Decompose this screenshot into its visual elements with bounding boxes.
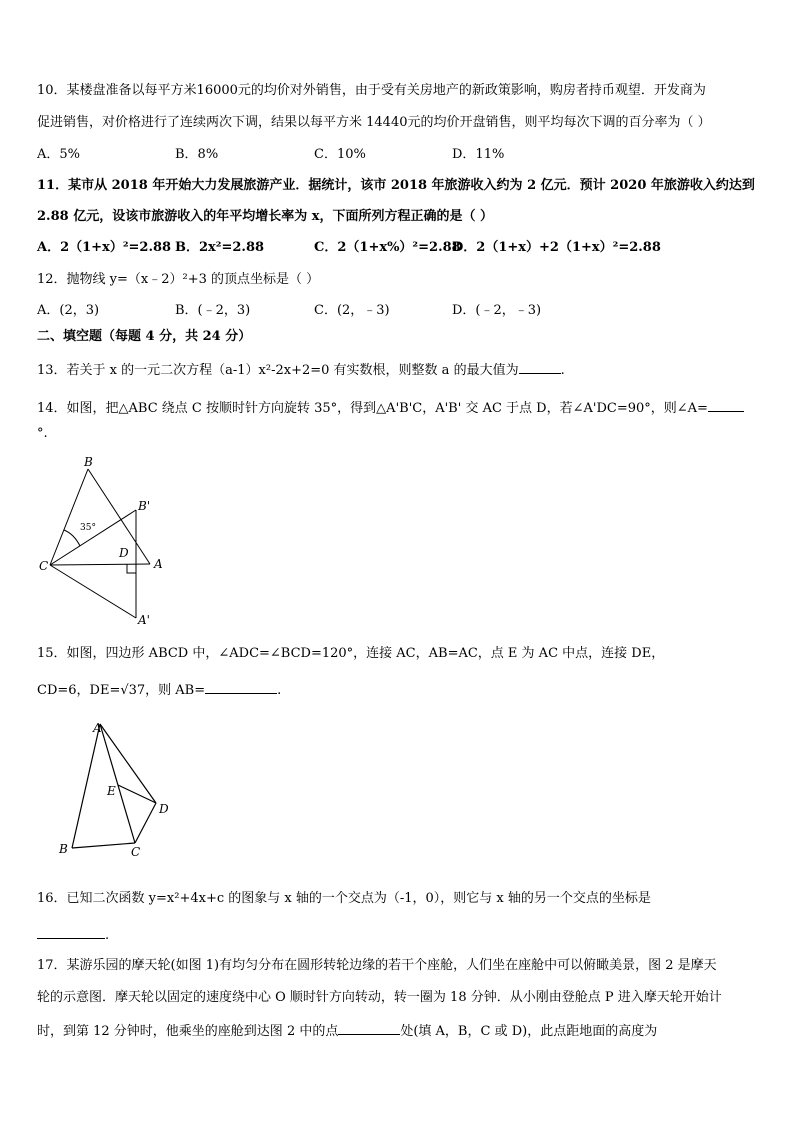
right-angle-mark	[127, 564, 136, 573]
q10-option-b: B．8%	[175, 147, 219, 162]
seg-cb	[50, 469, 88, 565]
q10-line2: 促进销售，对价格进行了连续两次下调，结果以每平方米 14440元的均价开盘销售，则平均每次下调的百分率为（ ）	[37, 115, 711, 130]
label-a: A	[154, 557, 163, 571]
q10-option-a: A．5%	[37, 147, 81, 162]
q17-line1: 17．某游乐园的摩天轮(如图 1)有均匀分布在圆形转轮边缘的若干个座舱，人们坐在座舱中可以俯瞰美景，图 2 是摩天	[37, 958, 717, 973]
q13-line	[37, 360, 565, 380]
label-angle: 35°	[80, 523, 96, 533]
q14-line1	[37, 398, 744, 418]
q15-tail: .	[277, 683, 282, 698]
q17-line2: 轮的示意图．摩天轮以固定的速度绕中心 O 顺时针方向转动，转一圈为 18 分钟．从小刚由登舱点 P 进入摩天轮开始计	[37, 990, 722, 1005]
q10-option-c: C．10%	[314, 147, 366, 162]
label-b: B	[84, 455, 93, 469]
q12-line1: 12．抛物线 y=（x﹣2）²+3 的顶点坐标是（ ）	[37, 272, 320, 287]
q12-option-d: D．(﹣2，﹣3)	[452, 303, 542, 318]
q16-tail: .	[105, 928, 110, 943]
label-ap: A'	[138, 613, 150, 627]
q14-line2: °.	[37, 426, 48, 441]
q17-answer-blank[interactable]	[338, 1021, 400, 1035]
q17-line3	[37, 1021, 657, 1041]
q15-line1: 15．如图，四边形 ABCD 中，∠ADC=∠BCD=120°，连接 AC，AB=AC，点 E 为 AC 中点，连接 DE，	[37, 646, 665, 661]
q16-answer-blank[interactable]	[37, 925, 105, 939]
q15-answer-blank[interactable]	[205, 680, 277, 694]
label-e: E	[107, 784, 116, 798]
q17-text-a: 时，到第 12 分钟时，他乘坐的座舱到达图 2 中的点	[37, 1024, 339, 1039]
seg-bc	[72, 843, 135, 848]
q16-line1: 16．已知二次函数 y=x²+4x+c 的图象与 x 轴的一个交点为（-1，0），则它与 x 轴的另一个交点的坐标是	[37, 891, 651, 906]
figure-14	[30, 452, 170, 632]
section-title: 二、填空题（每题 4 分，共 24 分）	[37, 329, 252, 344]
seg-ab	[72, 724, 100, 848]
seg-ac	[100, 724, 135, 843]
seg-cap	[50, 565, 136, 618]
q17-text-b: 处(填 A，B，C 或 D)，此点距地面的高度为	[400, 1024, 658, 1039]
label-c: C	[39, 559, 49, 573]
q14-answer-blank[interactable]	[708, 398, 744, 412]
figure-15	[52, 716, 182, 861]
label-a: A	[93, 721, 102, 735]
q11-line1: 11．某市从 2018 年开始大力发展旅游产业．据统计，该市 2018 年旅游收入约为 2 亿元．预计 2020 年旅游收入约达到	[37, 178, 755, 193]
label-d: D	[159, 802, 169, 816]
label-b: B	[59, 842, 68, 856]
q11-option-b: B．2x²=2.88	[175, 240, 265, 255]
q11-line2: 2.88 亿元，设该市旅游收入的年平均增长率为 x，下面所列方程正确的是（ ）	[37, 209, 493, 224]
label-bp: B'	[138, 499, 151, 513]
q12-option-c: C．(2，﹣3)	[314, 303, 390, 318]
q14-text: 14．如图，把△ABC 绕点 C 按顺时针方向旋转 35°，得到△A'B'C，A'B' 交 AC 于点 D，若∠A'DC=90°，则∠A=	[37, 401, 708, 416]
seg-ca	[50, 564, 150, 565]
q10-line1: 10．某楼盘准备以每平方米16000元的均价对外销售，由于受有关房地产的新政策影响，购房者持币观望．开发商为	[37, 83, 706, 98]
label-d: D	[119, 546, 129, 560]
q10-option-d: D．11%	[452, 147, 505, 162]
seg-cd	[135, 803, 156, 843]
q15-line2	[37, 680, 281, 700]
angle-arc	[64, 530, 80, 546]
q11-option-d: D．2（1+x）+2（1+x）²=2.88	[452, 240, 661, 255]
q12-option-b: B．(﹣2，3)	[175, 303, 251, 318]
q11-option-a: A．2（1+x）²=2.88	[37, 240, 172, 255]
q13-text: 13．若关于 x 的一元二次方程（a-1）x²-2x+2=0 有实数根，则整数 a 的最大值为	[37, 363, 519, 378]
label-c: C	[131, 845, 141, 859]
q13-answer-blank[interactable]	[519, 360, 561, 374]
q15-text: CD=6，DE=√37，则 AB=	[37, 683, 206, 698]
q12-option-a: A．(2，3)	[37, 303, 100, 318]
q16-line2	[37, 925, 109, 945]
q11-option-c: C．2（1+x%）²=2.88	[314, 240, 461, 255]
q13-tail: .	[560, 363, 565, 378]
